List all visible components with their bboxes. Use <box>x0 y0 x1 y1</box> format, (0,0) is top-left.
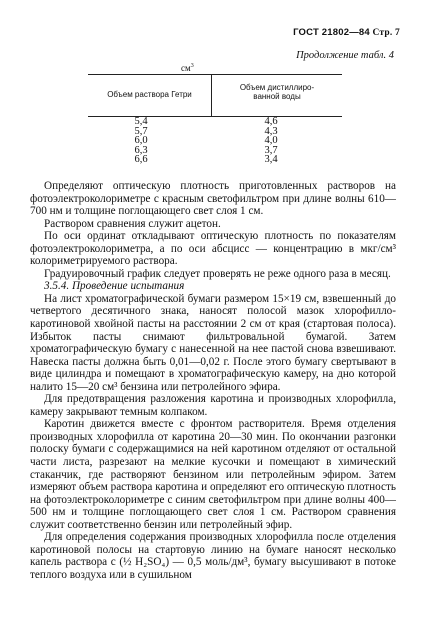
paragraph: Каротин движется вместе с фронтом растворителя. Время отделения производных хлорофилла от каротина 20—30 мин. По окончании разгонки полоску бумаги с содержащимися на ней каротином отделяют от остальной части листа, разрезают на мелкие кусочки и помещают в химический стаканчик, где растворяют бензином или петролейным эфиром. Затем измеряют объем раствора каротина и определяют его оптическую плотность на фотоэлектроколориметре с синим светофильтром при длине волны 400—500 нм и толщине поглощающего свет слоя 1 см. Раствором сравнения служит соответственно бензин или петролейный эфир. <box>30 418 396 531</box>
page-header <box>293 27 400 38</box>
table-cell: 3,4 <box>264 154 278 165</box>
section-heading: 3.5.4. Проведение испытания <box>44 280 185 293</box>
paragraph: Определяют оптическую плотность приготовленных растворов на фотоэлектроколориметре с красным светофильтром при длине волны 610—700 нм и толщине поглощающего свет слоя 1 см. <box>30 180 396 218</box>
paragraph: Для определения содержания производных хлорофилла после отделения каротиновой полосы на стартовую линию на бумаге наносят несколько капель раствора с (½ H₂SO₄) — 0,5 моль/дм³, бумагу высушивают в потоке теплого воздуха или в сушильном <box>30 531 396 581</box>
paragraph: Для предотвращения разложения каротина и производных хлорофилла, камеру закрывают темным колпаком. <box>30 393 396 418</box>
table-cell: 5,4 <box>134 116 148 127</box>
table-cell: 6,6 <box>134 154 148 165</box>
getri-volume-column <box>121 117 161 165</box>
table-caption: Продолжение табл. 4 <box>296 50 394 61</box>
water-volume-column <box>251 117 291 165</box>
column-header-getri: Объем раствора Гетри <box>107 90 192 99</box>
table-cell: 6,0 <box>134 135 148 146</box>
table-cell: 5,7 <box>134 125 148 137</box>
standard-code: ГОСТ 21802—84 <box>293 27 370 38</box>
paragraph: По оси ординат откладывают оптическую плотность по показателям фотоэлектроколориметра, а по оси абсцисс — концентрацию в мкг/см³ колориметрируемого раствора. <box>30 230 396 268</box>
page-number: Стр. 7 <box>372 28 400 38</box>
paragraph: Раствором сравнения служит ацетон. <box>44 217 221 230</box>
body-text <box>30 180 396 582</box>
table-cell: 4,6 <box>264 116 278 127</box>
table-cell: 4,3 <box>264 125 278 137</box>
table-unit: $см^3$ <box>181 63 194 73</box>
paragraph: На лист хроматографической бумаги размером 15×19 см, взвешенный до четвертого десятичного знака, наносят полосой мазок хлорофилло-каротиновой хвойной пасты на расстоянии 2 см от края (стартовая полоса). Избыток пасты снимают фильтровальной бумагой. Затем хроматографическую бумагу с нанесенной на нее пастой снова взвешивают. Навеска пасты должна быть 0,01—0,02 г. После этого бумагу свертывают в виде цилиндра и помещают в хроматографическую камеру, на дно которой налито 15—20 см³ бензина или петролейного эфира. <box>30 292 396 393</box>
table-cell: 3,7 <box>264 144 278 156</box>
table-cell: 4,0 <box>264 135 278 146</box>
column-header-water: Объем дистиллиро- ванной воды <box>239 83 315 101</box>
table-header <box>88 74 342 117</box>
table-cell: 6,3 <box>134 144 148 156</box>
paragraph: Градуировочный график следует проверять не реже одного раза в месяц. <box>44 267 391 280</box>
